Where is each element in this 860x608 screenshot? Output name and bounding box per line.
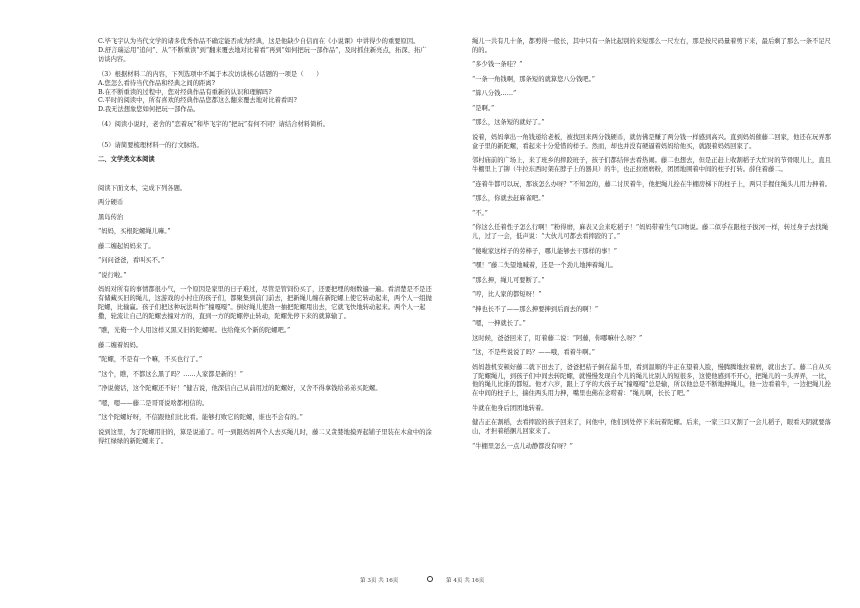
story-paragraph: 这时候，爸爸回来了，盯着藤二说：“阿藤，你哪嘛什么呀？” <box>472 334 643 342</box>
story-paragraph: “哼，比人家的都短呀！” <box>472 291 542 299</box>
question-5: （5）请简要梳理材料一的行文脉络。 <box>98 141 203 149</box>
story-paragraph: “瞧，光俺一个人用这样又黑又旧的陀螺呢。也给俺买个新的陀螺吧。” <box>98 327 291 335</box>
story-paragraph: “傻啦家这样子的劳棒子，哪儿能够去干那样的事！” <box>472 247 617 255</box>
story-paragraph: “不。” <box>472 209 488 217</box>
story-paragraph: “多少钱一条哇？” <box>472 61 523 69</box>
story-paragraph: “嗯，一抻就长了。” <box>472 320 526 328</box>
story-paragraph: “连着牛都可以玩，那该怎么办呀？”不知怎的，藤二讨厌着牛，他把绳儿拴在牛棚房梯下的柱子上，两只手握住绳头儿用力抻着。 <box>472 180 832 188</box>
right-page-number: 第 4页 共 16页 <box>446 578 485 584</box>
left-page-number: 第 3页 共 16页 <box>360 578 399 584</box>
story-paragraph: “一条一角钱啊，那条短的就算您八分钱吧。” <box>472 75 595 83</box>
story-paragraph: 妈妈对所有的事情都很小气，一个原因是家里的日子难过，尽管是管饲份买了，还要把埋的细数遍一遍。看清楚是不是还有储藏买旧的绳儿，这游戏的小村庄的孩子们，都聚集到前门前去，把新绳儿缠在新陀螺上使它转动起来，两个人一组抛陀螺，比输赢。孩子们把这种玩法叫作“撞嘎嘎”。倒好绳儿使劲一抽把陀螺甩出去，它就飞快地转动起来。两个人一起撒，轮流让自己的陀螺去撞对方的，直到一方的陀螺停止转动，陀螺先停下来的就算输了。 <box>98 286 432 320</box>
story-paragraph: “净说傻话，这个陀螺还不好！”健吉说，他深信自己从前用过的陀螺好，又舍不得拿钱给弟弟买陀螺。 <box>98 385 382 393</box>
reading-intro: 阅读下面文本，完成下列各题。 <box>98 184 187 192</box>
question-3-option-a: A.您怎么看待当代作品和经典之间的距离? <box>98 79 215 87</box>
story-paragraph: “那么抻，绳儿可要断了。” <box>472 276 545 284</box>
binding-circle-icon <box>427 576 433 582</box>
q2-options-continued <box>98 38 432 65</box>
story-paragraph: “嘿！”藤二失望地喊着，还是一个劲儿地抻着绳儿。 <box>472 262 617 270</box>
story-paragraph: “说行啦。” <box>98 271 127 279</box>
story-paragraph: 妈妈趁机安顿好藤二就下田去了，爸爸把秸子倒在漏斗里，看到温顺的牛正在望着人脸，慢腾腾地拉着磨，就出去了。藤二自从买了陀螺绳儿，到孩子们中间去转陀螺，就慢慢发现自个儿的绳儿比别人的短很多，这使他感到不开心，把绳儿的一头弄弄，一比，他的绳儿比谁的都短。他才六岁，跟上了学的大孩子玩“撞嘎嘎”总是输，所以他总是不断地抻绳儿，他一边看着牛，一边把绳儿拴在中间的柱子上，揣住两头用力抻，嘴里也佛在念唠着：“绳儿啊，长长了吧。” <box>472 363 832 398</box>
story-paragraph: “那么，这条短的就好了。” <box>472 119 545 127</box>
story-paragraph: “嗯，嗯——藤二是哥哥说啥都相信的。 <box>98 399 209 407</box>
story-paragraph: “牛棚里怎么一点儿动静都没有呀？” <box>472 442 573 450</box>
story-paragraph: “陀螺，不是有一个嘛，不买也行了。” <box>98 356 203 364</box>
left-column <box>98 38 432 452</box>
question-4: （4）阅读小说时，老舍的“恋着玩”和毕飞宇的“把玩”有何不同？请结合材料简析。 <box>98 121 329 129</box>
story-paragraph: “抻也长不了——那么抻要抻到后面去的啊！” <box>472 305 599 313</box>
story-paragraph: “这个，瞧，不都这么黑了吗？……人家都是新的！” <box>98 370 243 378</box>
story-paragraph: 健吉正在割稻，去看摔跤的孩子回来了，问他中，他们到处停下来玩着陀螺。后来，一家三口又割了一会儿稻子，眼看天阴就要落山，才担着稻捆儿回家来了。 <box>472 419 831 436</box>
question-3-option-c: C.平时的阅读中，所有喜欢的经典作品您都这么翻来覆去地对比着看吗? <box>98 97 297 105</box>
right-column <box>472 38 836 457</box>
question-3-option-b: B.在不断重读的过程中，您对经典作品有重新的认识和理解吗? <box>98 88 272 96</box>
story-paragraph: 藤二缠起妈妈来了。 <box>98 242 155 250</box>
story-paragraph: 说着，妈妈拿出一角钱递给老板，被找回来两分钱硬币，就仿佛是赚了两分钱一样感到高兴。直到妈妈催藤二回家，他还在玩弄那盒子里的新陀螺，看起来十分爱惜的样子。然而，却也并没有硬逼着妈妈给他买，就跟着妈妈回家了。 <box>472 133 831 150</box>
question-3-option-d: D.我无法想象您如何把玩一部作品。 <box>98 106 200 114</box>
section-title: 二、文学类文本阅读 <box>98 156 155 164</box>
story-paragraph: 绳儿一共有几十条，都剪得一般长，其中只有一条比起别的来短那么一尺左右，那是按尺码量着剪下来，最后剩了那么一条不足尺的的。 <box>472 38 831 54</box>
story-title: 两分硬币 <box>98 199 124 207</box>
story-paragraph: 说到这里，为了陀螺用旧的，算是说通了。可一到跟妈妈两个人去买绳儿时，藤二又贪婪地摸弄起铺子里装在木盒中的涂得红绿绿的新陀螺来了。 <box>98 428 432 445</box>
question-3 <box>98 71 432 116</box>
story-paragraph: 藤二缠着妈妈。 <box>98 341 143 349</box>
story-paragraph: “那么，你就去赶麻雀吧。” <box>472 195 545 203</box>
question-3-stem: （3）根据材料二的内容，下列选项中不属于本次访谈核心话题的一项是（ ） <box>98 70 323 78</box>
story-paragraph: “算八分钱……” <box>472 90 517 98</box>
story-paragraph: 邻村庙前的广场上，来了班乡的摔跤班子，孩子们都结伴去看热闹。藤二也想去，但是正赶上收割稻子大忙时的节骨眼儿上，直且牛棚里上了铆（牛拉东西时架在脖子上的器具）的牛，也正拉磨磨粉，团团地围着中间的柱子打转。薛住着藤二。 <box>472 157 831 174</box>
story-author: 黑岛传治 <box>98 213 124 221</box>
option-d: D.舒言瑞运用“追问”、从“不断重读”到“翻来覆去地对比着看”再到“如何把玩一部作品”，及时抓住新亮点，拓深、拓广访谈内容。 <box>98 46 427 63</box>
story-paragraph: “你这么任着性子怎么行啊！”粉得磨，麻表又会来吃稻子！”妈妈带着生气口吻说。藤二似乎在跟柱子拔河一样，转过身子去找绳儿，过了一会，低声说：“大伙儿可都去看摔跤的了。” <box>472 224 828 241</box>
option-c: C.毕飞宇认为当代文学的诸多优秀作品不确定能否成为经典，这是他缺少自信而在《小说课》中讲得少的重要原因。 <box>98 38 420 45</box>
story-paragraph: 牛就在他身后团团地转着。 <box>472 404 548 412</box>
story-paragraph: “问问爸爸，看叫买不。” <box>98 257 165 265</box>
story-paragraph: “这个陀螺好呀，不信跟他们比比看。能够打败它的陀螺，谁也不会有的。” <box>98 414 303 422</box>
story-paragraph: “妈妈，买根陀螺绳儿嘛。” <box>98 228 171 236</box>
story-paragraph: “是啊。” <box>472 104 495 112</box>
story-paragraph: “这，不是些说说了吗？——哦，看着牛啊。” <box>472 349 595 357</box>
